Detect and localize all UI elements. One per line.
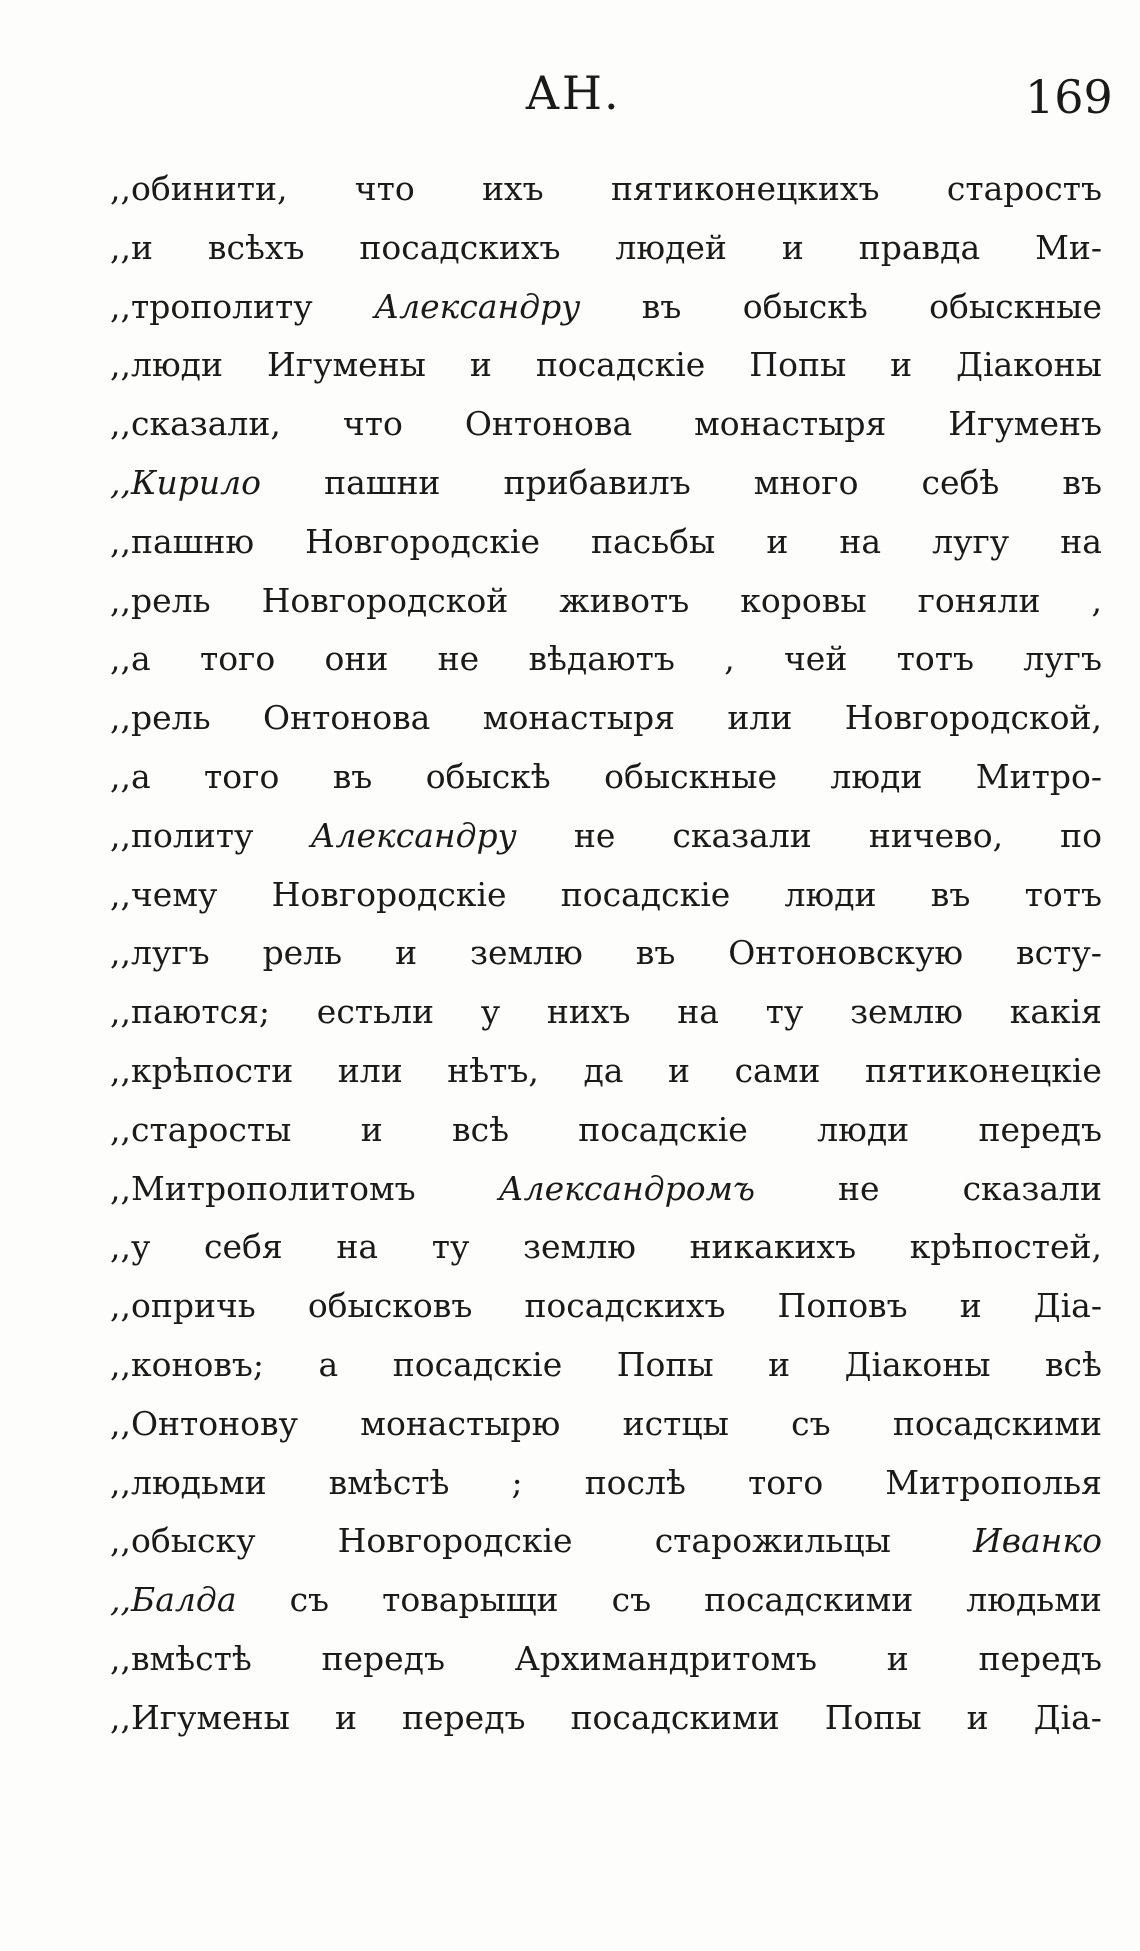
word: люди <box>784 874 877 914</box>
word: ,,Митрополитомъ <box>110 1168 416 1208</box>
running-head-title: АН. <box>525 66 621 120</box>
word: съ <box>791 1403 831 1443</box>
word: землю <box>850 992 963 1032</box>
word: монастыря <box>694 404 887 444</box>
word: ,,Игумены <box>110 1697 290 1737</box>
word: Попы <box>616 1344 714 1384</box>
word: и <box>668 1050 691 1090</box>
word: истцы <box>622 1403 729 1443</box>
word: Новгородской, <box>844 698 1102 738</box>
word: обыскѣ <box>425 756 551 796</box>
word: ,,рель <box>110 580 211 620</box>
running-head <box>0 58 1140 128</box>
word: послѣ <box>584 1462 686 1502</box>
word: того <box>747 1462 824 1502</box>
word: передъ <box>978 1638 1102 1678</box>
word: монастыря <box>482 698 675 738</box>
italic-word: Александромъ <box>498 1168 756 1208</box>
word: Діаконы <box>844 1344 991 1384</box>
word: ту <box>431 1227 470 1267</box>
word: ,,обинити, <box>110 169 288 208</box>
word: землю <box>523 1227 636 1267</box>
text-line <box>110 278 1102 337</box>
word: обыскные <box>929 286 1102 326</box>
word: всѣхъ <box>207 227 305 267</box>
word: прибавилъ <box>503 462 691 502</box>
word: рель <box>262 933 343 973</box>
text-line <box>110 572 1102 631</box>
word: и <box>886 1638 909 1678</box>
text-line <box>110 1512 1102 1571</box>
word: того <box>204 756 280 796</box>
word: обыскѣ <box>742 286 868 326</box>
word: людьми <box>966 1580 1102 1620</box>
text-line <box>110 1454 1102 1513</box>
word: посадскими <box>570 1697 780 1737</box>
word: люди <box>817 1109 910 1149</box>
word: Новгородскіе <box>305 521 540 561</box>
text-line <box>110 1042 1102 1101</box>
word: , <box>724 639 735 679</box>
word: Новгородскіе <box>337 1521 573 1561</box>
word: въ <box>641 286 682 326</box>
word: ,,людьми <box>110 1462 267 1502</box>
word: посадскими <box>704 1580 914 1620</box>
word: Онтонова <box>263 698 431 738</box>
word: и <box>469 345 492 385</box>
text-line <box>110 866 1102 925</box>
word: ,,у <box>110 1227 151 1267</box>
word: посадскихъ <box>359 227 561 267</box>
word: посадскіе <box>560 874 731 914</box>
word: и <box>766 521 789 561</box>
word: Митро- <box>975 756 1102 796</box>
word: Попы <box>824 1697 922 1737</box>
word: съ <box>611 1580 652 1620</box>
word: животъ <box>559 580 690 620</box>
word: на <box>677 992 719 1032</box>
word: и <box>768 1344 791 1384</box>
word: ,,трополиту <box>110 286 313 326</box>
word: пасьбы <box>591 521 716 561</box>
text-line <box>110 1571 1102 1630</box>
word: нихъ <box>546 992 631 1032</box>
word: передъ <box>321 1638 445 1678</box>
word: старожильцы <box>654 1521 891 1561</box>
word: ,,лугъ <box>110 933 210 973</box>
text-line <box>110 1218 1102 1277</box>
word: Онтонова <box>464 404 633 444</box>
italic-word: Александру <box>374 286 581 326</box>
word: ничево, <box>868 815 1004 855</box>
text-line <box>110 1395 1102 1454</box>
word: обысковъ <box>307 1286 473 1326</box>
word: ихъ <box>482 169 544 208</box>
word: и <box>959 1286 982 1326</box>
word: какія <box>1009 992 1102 1032</box>
word: ,,пашню <box>110 521 255 561</box>
word: Попы <box>749 345 847 385</box>
word: Поповъ <box>777 1286 908 1326</box>
text-line <box>110 454 1102 513</box>
text-line <box>110 1160 1102 1219</box>
word: Діа- <box>1033 1697 1102 1737</box>
word: старостъ <box>946 169 1102 208</box>
body-text <box>110 160 1102 1748</box>
word: вмѣстѣ <box>328 1462 450 1502</box>
word: передъ <box>978 1109 1102 1149</box>
word: ,,Онтонову <box>110 1403 299 1443</box>
word: тотъ <box>1024 874 1102 914</box>
word: коровы <box>740 580 867 620</box>
word: съ <box>289 1580 330 1620</box>
word: естьли <box>316 992 434 1032</box>
word: ,,а <box>110 639 151 679</box>
word: да <box>583 1050 624 1090</box>
word: тотъ <box>896 639 974 679</box>
word: ,,крѣпости <box>110 1050 294 1090</box>
word: лугу <box>932 521 1010 561</box>
word: ,,люди <box>110 345 223 385</box>
word: себѣ <box>921 462 1000 502</box>
word: они <box>324 639 389 679</box>
word: и <box>395 933 418 973</box>
word: Онтоновскую <box>728 933 964 973</box>
word: и <box>334 1697 357 1737</box>
word: люди <box>830 756 923 796</box>
word: что <box>342 404 403 444</box>
word: нѣтъ, <box>447 1050 539 1090</box>
text-line <box>110 336 1102 395</box>
word: чей <box>783 639 848 679</box>
word: на <box>839 521 882 561</box>
italic-word: Александру <box>310 815 517 855</box>
word: посадскіе <box>535 345 706 385</box>
word: всту- <box>1016 933 1102 973</box>
word: ту <box>765 992 804 1032</box>
word: на <box>336 1227 379 1267</box>
word: ,,сказали, <box>110 404 281 444</box>
word: обыскные <box>604 756 777 796</box>
word: въ <box>332 756 373 796</box>
text-line <box>110 395 1102 454</box>
word: по <box>1060 815 1102 855</box>
word: у <box>480 992 501 1032</box>
word: Новгородской <box>261 580 509 620</box>
text-line <box>110 983 1102 1042</box>
word: ,,коновъ; <box>110 1344 265 1384</box>
text-line <box>110 1630 1102 1689</box>
word: ,,чему <box>110 874 218 914</box>
word: посадскіе <box>578 1109 748 1149</box>
word: ,,опричь <box>110 1286 256 1326</box>
word: ,,обыску <box>110 1521 256 1561</box>
word: Новгородскіе <box>271 874 507 914</box>
text-line <box>110 160 1102 219</box>
word: никакихъ <box>689 1227 857 1267</box>
word: людей <box>615 227 727 267</box>
word: въ <box>635 933 676 973</box>
word: ,,паются; <box>110 992 271 1032</box>
word: ,,и <box>110 227 153 267</box>
word: или <box>727 698 793 738</box>
word: лугъ <box>1023 639 1102 679</box>
word: а <box>318 1344 339 1384</box>
text-line <box>110 219 1102 278</box>
word: и <box>781 227 804 267</box>
text-line <box>110 748 1102 807</box>
text-line <box>110 1689 1102 1748</box>
word: въ <box>1062 462 1102 502</box>
italic-word: ,,Балда <box>110 1580 237 1620</box>
word: ,,старосты <box>110 1109 292 1149</box>
text-line <box>110 1277 1102 1336</box>
word: ; <box>511 1462 523 1502</box>
word: на <box>1060 521 1102 561</box>
word: крѣпостей, <box>909 1227 1102 1267</box>
word: посадскими <box>892 1403 1102 1443</box>
word: посадскіе <box>392 1344 563 1384</box>
word: Діаконы <box>956 345 1102 385</box>
word: что <box>354 169 415 208</box>
text-line <box>110 630 1102 689</box>
word: вѣдаютъ <box>528 639 675 679</box>
word: ,,политу <box>110 815 254 855</box>
word: много <box>753 462 859 502</box>
text-line <box>110 1336 1102 1395</box>
word: себя <box>204 1227 283 1267</box>
word: ,,вмѣстѣ <box>110 1638 252 1678</box>
italic-word: ,,Кирило <box>110 462 262 502</box>
word: пашни <box>324 462 441 502</box>
word: Игуменъ <box>948 404 1102 444</box>
text-line <box>110 1101 1102 1160</box>
word: Игумены <box>266 345 426 385</box>
word: пятиконецкихъ <box>611 169 880 208</box>
word: сказали <box>672 815 812 855</box>
word: посадскихъ <box>524 1286 726 1326</box>
word: и <box>966 1697 989 1737</box>
word: товарыщи <box>382 1580 559 1620</box>
text-line <box>110 513 1102 572</box>
word: того <box>199 639 276 679</box>
word: ,,рель <box>110 698 211 738</box>
word: сказали <box>962 1168 1102 1208</box>
word: не <box>573 815 616 855</box>
word: не <box>437 639 480 679</box>
word: Діа- <box>1033 1286 1102 1326</box>
word: передъ <box>402 1697 526 1737</box>
page-number: 169 <box>1025 70 1113 124</box>
word: и <box>360 1109 383 1149</box>
word: пятиконецкіе <box>864 1050 1102 1090</box>
word: Архимандритомъ <box>514 1638 818 1678</box>
word: Митрополья <box>885 1462 1102 1502</box>
word: или <box>337 1050 403 1090</box>
word: сами <box>734 1050 821 1090</box>
word: монастырю <box>360 1403 561 1443</box>
word: , <box>1091 580 1102 620</box>
word: гоняли <box>917 580 1041 620</box>
word: ,,а <box>110 756 151 796</box>
italic-word: Иванко <box>973 1521 1102 1561</box>
text-line <box>110 924 1102 983</box>
word: правда <box>858 227 981 267</box>
word: въ <box>930 874 971 914</box>
word: землю <box>469 933 583 973</box>
text-line <box>110 689 1102 748</box>
word: всѣ <box>452 1109 509 1149</box>
word: и <box>890 345 913 385</box>
word: не <box>838 1168 880 1208</box>
word: всѣ <box>1044 1344 1102 1384</box>
text-line <box>110 807 1102 866</box>
word: Ми- <box>1035 227 1102 267</box>
